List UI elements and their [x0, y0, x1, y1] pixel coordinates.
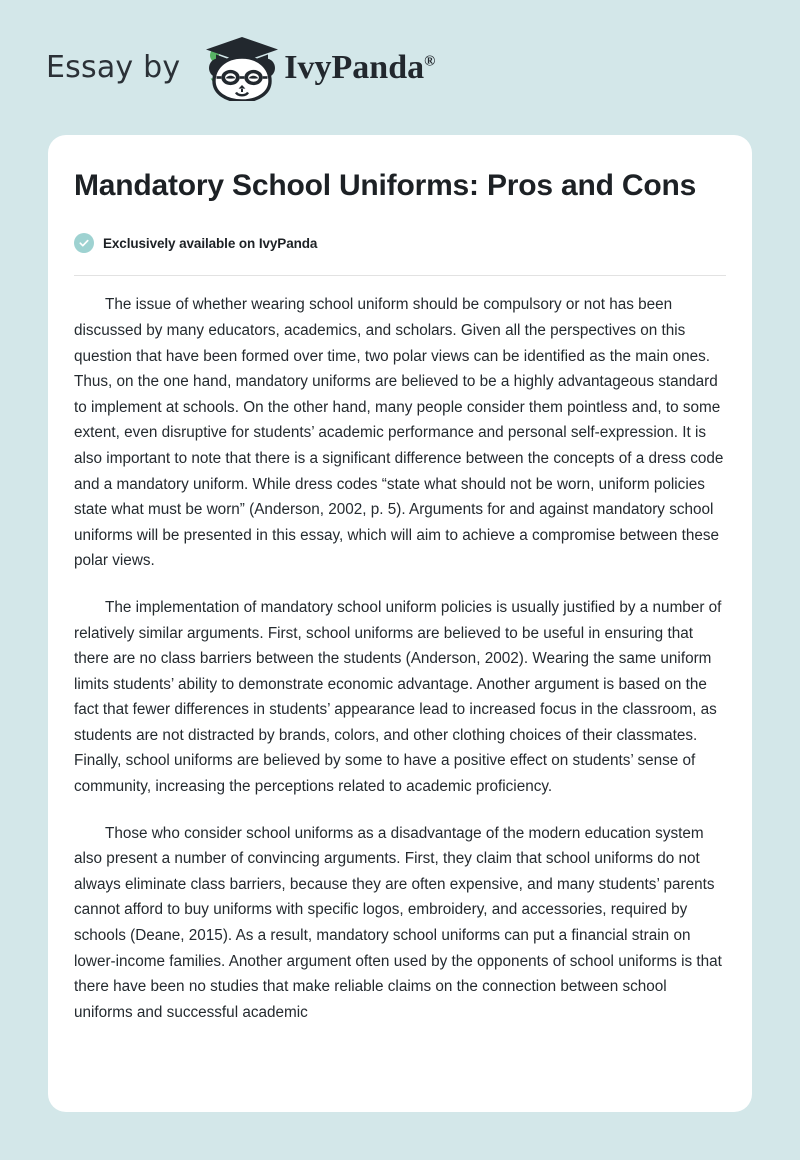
essay-by-label: Essay by: [46, 49, 181, 85]
wordmark-text: IvyPanda: [284, 48, 425, 86]
title-divider: [74, 275, 726, 276]
essay-body: [74, 292, 726, 1025]
ivypanda-wordmark: [284, 48, 436, 86]
essay-card: [48, 135, 752, 1112]
paragraph: Those who consider school uniforms as a disadvantage of the modern education system also present a number of convincing arguments. First, they claim that school uniforms do not always eliminate class barriers, because they are often expensive, and many students’ parents cannot afford to buy uniforms with specific logos, embroidery, and accessories, required by schools (Deane, 2015). As a result, mandatory school uniforms can put a financial strain on lower-income families. Another argument often used by the opponents of school uniforms is that there have been no studies that make reliable claims on the connection between school uniforms and successful academic: [74, 824, 722, 1021]
registered-trademark-icon: ®: [424, 53, 436, 70]
status-badge: Exclusively available on IvyPanda: [103, 235, 318, 251]
panda-graduate-icon: [194, 35, 290, 101]
exclusivity-badge: [74, 233, 726, 253]
ivypanda-logo[interactable]: [194, 35, 435, 101]
page-title: Mandatory School Uniforms: Pros and Cons: [74, 169, 697, 202]
paragraph: The implementation of mandatory school uniform policies is usually justified by a number of relatively similar arguments. First, school uniforms are believed to be useful in ensuring that there are no class barriers between the students (Anderson, 2002). Wearing the same uniform limits students’ ability to demonstrate economic advantage. Another argument is based on the fact that fewer differences in students’ appearance lead to increased focus in the classroom, as students are not distracted by brands, colors, and other clothing choices of their classmates. Finally, school uniforms are believed by some to have a positive effect on students’ sense of community, increasing the perceptions related to academic proficiency.: [74, 598, 722, 796]
paragraph: The issue of whether wearing school uniform should be compulsory or not has been discussed by many educators, academics, and scholars. Given all the perspectives on this question that have been formed over time, two polar views can be identified as the main ones. Thus, on the one hand, mandatory uniforms are believed to be a highly advantageous standard to implement at schools. On the other hand, many people consider them pointless and, to some extent, even disruptive for students’ academic performance and personal self-expression. It is also important to note that there is a significant difference between the concepts of a dress code and a mandatory uniform. While dress codes “state what should not be worn, uniform policies state what must be worn” (Anderson, 2002, p. 5). Arguments for and against mandatory school uniforms will be presented in this essay, which will aim to achieve a compromise between these polar views.: [74, 296, 724, 570]
brand-header: [0, 0, 800, 135]
check-circle-icon: [74, 233, 94, 253]
